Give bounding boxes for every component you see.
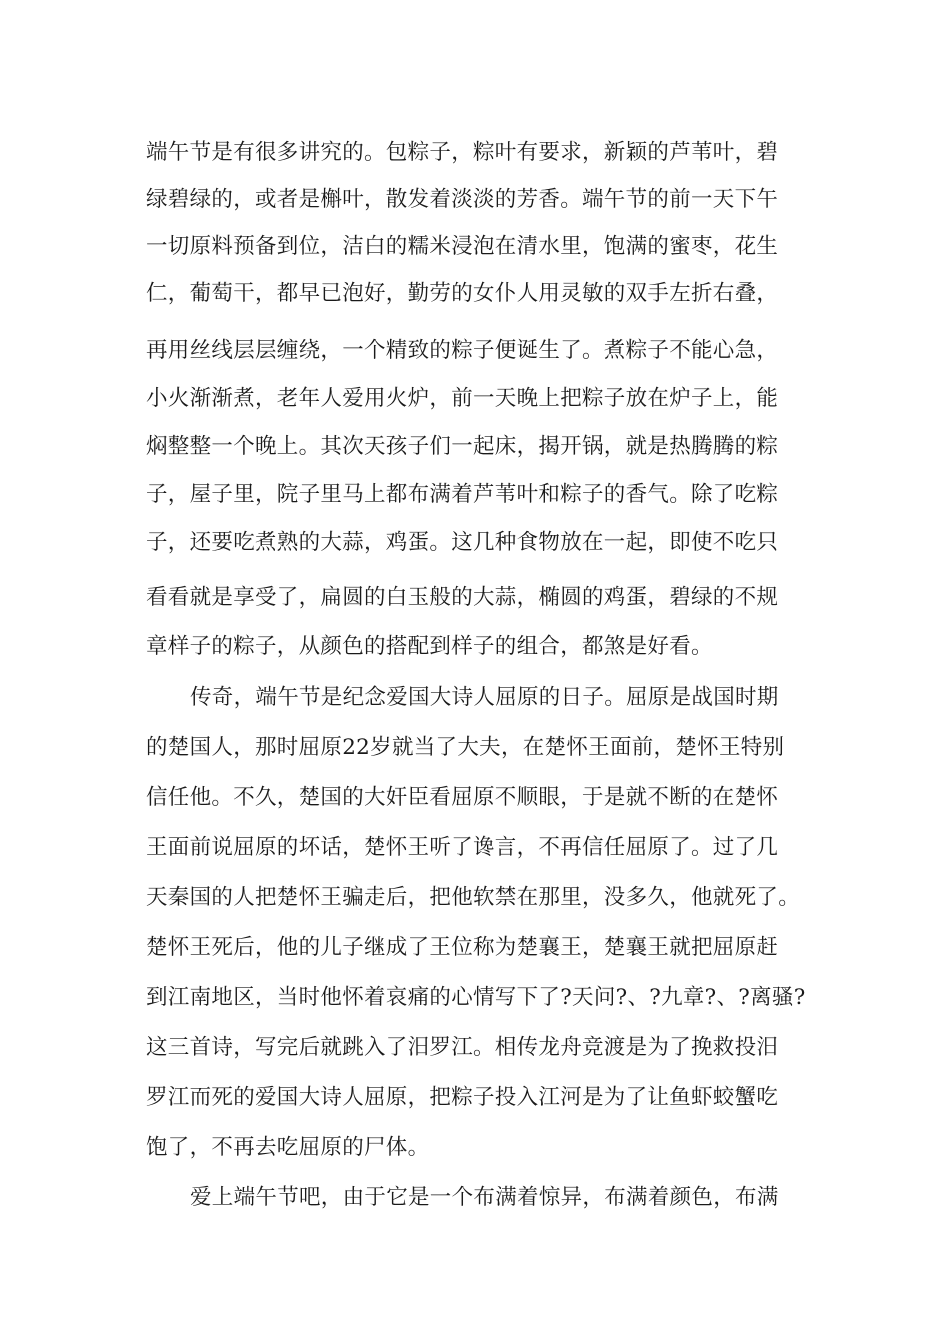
text-line: 信任他。不久，楚国的大奸臣看屈原不顺眼，于是就不断的在楚怀 [146,785,779,810]
text-line: 王面前说屈原的坏话，楚怀王听了谗言，不再信任屈原了。过了几 [146,835,779,860]
text-line: 焖整整一个晚上。其次天孩子们一起床，揭开锅，就是热腾腾的粽 [146,434,779,459]
text-line: 仁，葡萄干，都早已泡好，勤劳的女仆人用灵敏的双手左折右叠， [146,281,779,306]
text-line: 的楚国人，那时屈原22岁就当了大夫，在楚怀王面前，楚怀王特别 [146,735,785,760]
text-line: 子，屋子里，院子里马上都布满着芦苇叶和粽子的香气。除了吃粽 [146,482,779,507]
text-line: 到江南地区，当时他怀着哀痛的心情写下了?天问?、?九章?、?离骚? [146,985,806,1010]
text-line: 饱了，不再去吃屈原的尸体。 [146,1135,430,1160]
text-line: 端午节是有很多讲究的。包粽子，粽叶有要求，新颖的芦苇叶，碧 [146,140,779,165]
text-line: 楚怀王死后，他的儿子继成了王位称为楚襄王，楚襄王就把屈原赶 [146,935,779,960]
text-line: 看看就是享受了，扁圆的白玉般的大蒜，椭圆的鸡蛋，碧绿的不规 [146,585,779,610]
text-line: 一切原料预备到位，洁白的糯米浸泡在清水里，饱满的蜜枣，花生 [146,234,779,259]
text-line: 爱上端午节吧，由于它是一个布满着惊异，布满着颜色，布满 [190,1185,779,1210]
text-line: 罗江而死的爱国大诗人屈原，把粽子投入江河是为了让鱼虾蛟蟹吃 [146,1085,779,1110]
text-line: 章样子的粽子，从颜色的搭配到样子的组合，都煞是好看。 [146,634,713,659]
text-line: 传奇，端午节是纪念爱国大诗人屈原的日子。屈原是战国时期 [190,685,779,710]
text-line: 子，还要吃煮熟的大蒜，鸡蛋。这几种食物放在一起，即使不吃只 [146,530,779,555]
text-line: 绿碧绿的，或者是槲叶，散发着淡淡的芳香。端午节的前一天下午 [146,187,779,212]
text-line: 这三首诗，写完后就跳入了汨罗江。相传龙舟竞渡是为了挽救投汨 [146,1035,779,1060]
text-line: 再用丝线层层缠绕，一个精致的粽子便诞生了。煮粽子不能心急， [146,338,779,363]
text-line: 天秦国的人把楚怀王骗走后，把他软禁在那里，没多久，他就死了。 [146,885,801,910]
text-line: 小火渐渐煮，老年人爱用火炉，前一天晚上把粽子放在炉子上，能 [146,386,779,411]
